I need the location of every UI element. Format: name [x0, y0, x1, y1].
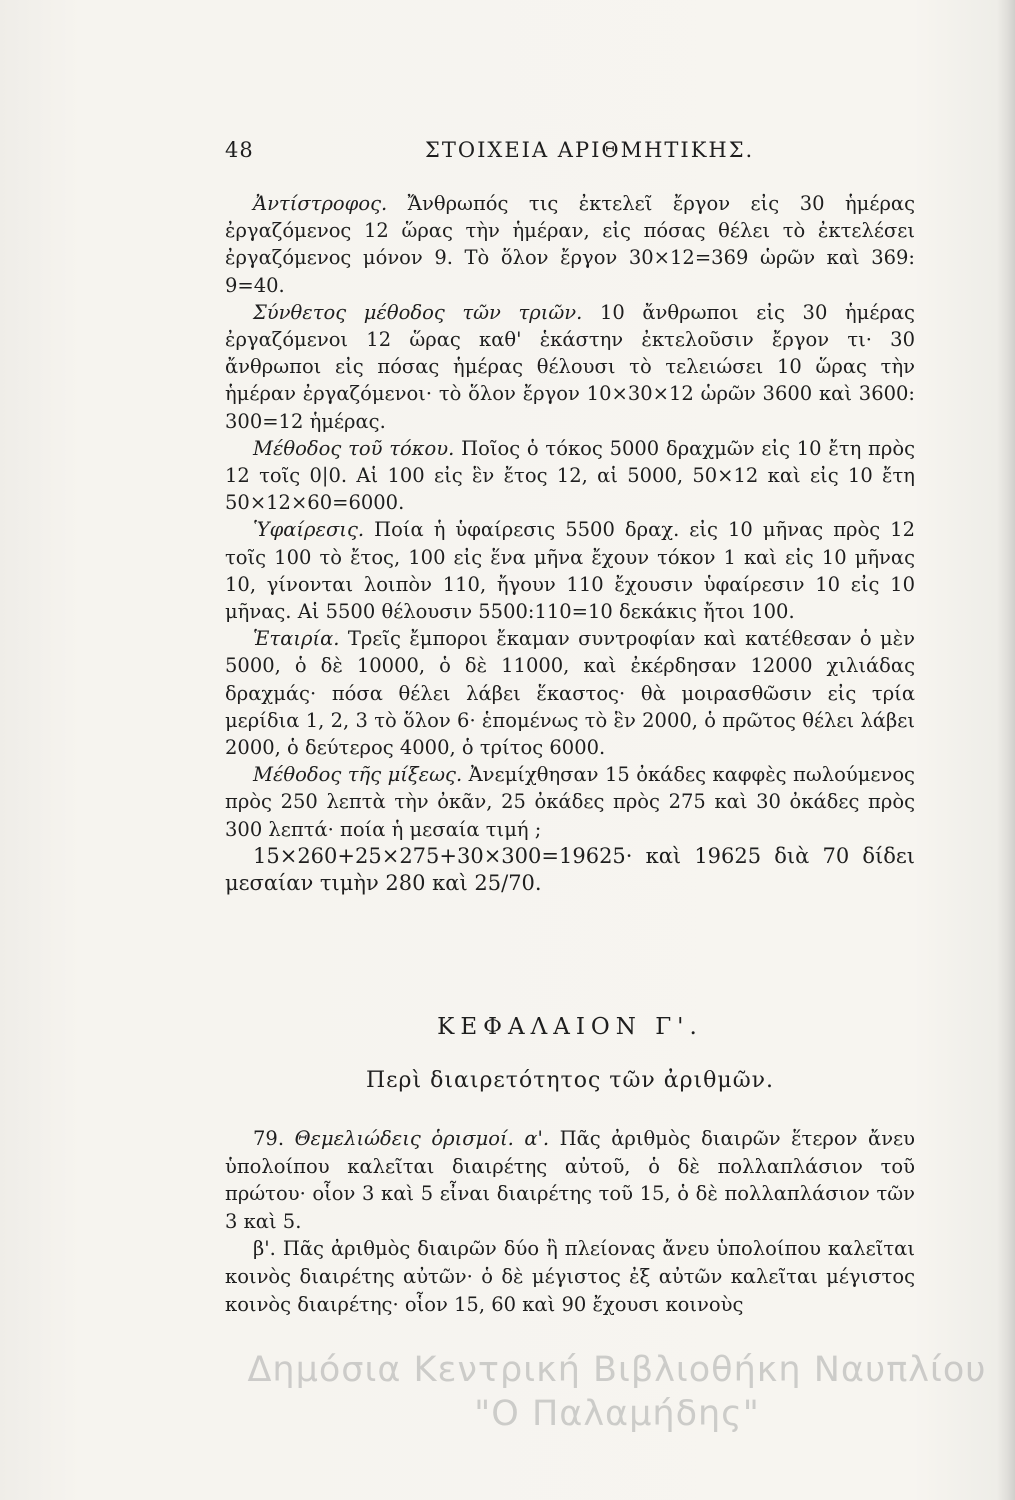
paragraph-label: Μέθοδος τῆς μίξεως.: [253, 763, 463, 787]
watermark-line-1: Δημόσια Κεντρική Βιβλιοθήκη Ναυπλίου: [247, 1350, 987, 1390]
paragraph-text: Τρεῖς ἔμποροι ἔκαμαν συντροφίαν καὶ κατέθεσαν ὁ μὲν 5000, ὁ δὲ 10000, ὁ δὲ 11000, καὶ ἐκέρδησαν 12000 χιλιάδας δραχμάς· πόσα θέλει λάβει ἕκαστος· θὰ μοιρασθῶσιν εἰς τρία μερίδια 1, 2, 3 τὸ ὅλον 6· ἑπομένως τὸ ἓν 2000, ὁ πρῶτος θέλει λάβει 2000, ὁ δεύτερος 4000, ὁ τρίτος 6000.: [225, 627, 915, 760]
paragraph-text: Ποία ἡ ὑφαίρεσις 5500 δραχ. εἰς 10 μῆνας πρὸς 12 τοῖς 100 τὸ ἔτος, 100 εἰς ἕνα μῆνα ἔχουν τόκον 1 καὶ εἰς 10 μῆνας 10, γίνονται λοιπὸν 110, ἤγουν 110 ἔχουσιν ὑφαίρεσιν 10 εἰς 10 μῆνας. Αἱ 5500 θέλουσιν 5500:110=10 δεκάκις ἤτοι 100.: [225, 518, 915, 624]
paragraph-text: Πᾶς ἀριθμὸς διαιρῶν δύο ἢ πλείονας ἄνευ ὑπολοίπου καλεῖται κοινὸς διαιρέτης αὐτῶν· ὁ δὲ μέγιστος ἐξ αὐτῶν καλεῖται μέγιστος κοινὸς διαιρέτης· οἷον 15, 60 καὶ 90 ἔχουσι κοινοὺς: [225, 1237, 915, 1316]
paragraph-label: β'.: [253, 1237, 276, 1261]
section-divisibility: [225, 1125, 915, 1318]
paragraph-label: Θεμελιώδεις ὁρισμοί. α'.: [294, 1127, 550, 1150]
paragraph-common-divisor: [225, 1235, 915, 1318]
page-edge-shadow: [997, 0, 1015, 1500]
paragraph-compound-rule-of-three: [225, 299, 915, 435]
paragraph-label: Σύνθετος μέθοδος τῶν τριῶν.: [253, 300, 583, 324]
paragraph-interest-method: [225, 435, 915, 517]
paragraph-inverse-method: [225, 190, 915, 299]
section-methods: [225, 190, 915, 897]
paragraph-discount: [225, 516, 915, 625]
chapter-subtitle: Περὶ διαιρετότητος τῶν ἀριθμῶν.: [365, 1068, 775, 1093]
paragraph-definitions: [225, 1125, 915, 1235]
paragraph-number: 79.: [253, 1127, 285, 1150]
paragraph-label: Ὑφαίρεσις.: [253, 518, 365, 542]
watermark-line-2: "Ο Παλαμήδης": [474, 1394, 760, 1434]
paragraph-text: 10 ἄνθρωποι εἰς 30 ἡμέρας ἐργαζόμενοι 12 ὥρας καθ' ἑκάστην ἐκτελοῦσιν ἔργον τι· 30 ἄνθρωποι εἰς πόσας ἡμέρας θέλουσι τὸ τελειώσει 10 ὥρας τὴν ἡμέραν ἐργαζόμενοι· τὸ ὅλον ἔργον 10×30×12 ὡρῶν 3600 καὶ 3600: 300=12 ἡμέρας.: [225, 300, 915, 433]
paragraph-text: Ἀνεμίχθησαν 15 ὀκάδες καφφὲς πωλούμενος πρὸς 250 λεπτὰ τὴν ὀκᾶν, 25 ὀκάδες πρὸς 275 καὶ 30 ὀκάδες πρὸς 300 λεπτά· ποία ἡ μεσαία τιμή ;: [225, 763, 915, 841]
chapter-heading: ΚΕΦΑΛΑΙΟΝ Γ'.: [437, 1014, 703, 1040]
paragraph-partnership: [225, 625, 915, 761]
paragraph-text: Πᾶς ἀριθμὸς διαιρῶν ἕτερον ἄνευ ὑπολοίπου καλεῖται διαιρέτης αὐτοῦ, ὁ δὲ πολλαπλάσιον τοῦ πρώτου· οἷον 3 καὶ 5 εἶναι διαιρέτης τοῦ 15, ὁ δὲ πολλαπλάσιον τῶν 3 καὶ 5.: [225, 1127, 916, 1233]
library-watermark: [232, 1348, 1002, 1436]
paragraph-mixture-method: [225, 761, 915, 843]
page-header: [225, 138, 905, 178]
paragraph-label: Μέθοδος τοῦ τόκου.: [253, 436, 455, 460]
paragraph-text: Ποῖος ὁ τόκος 5000 δραχμῶν εἰς 10 ἔτη πρὸς 12 τοῖς 0|0. Αἱ 100 εἰς ἓν ἔτος 12, αἱ 5000, 50×12 καὶ εἰς 10 ἔτη 50×12×60=6000.: [225, 436, 916, 515]
paragraph-text: Ἄνθρωπός τις ἐκτελεῖ ἔργον εἰς 30 ἡμέρας ἐργαζόμενος 12 ὥρας τὴν ἡμέραν, εἰς πόσας θέλει τὸ ἐκτελέσει ἐργαζόμενος μόνον 9. Τὸ ὅλον ἔργον 30×12=369 ὡρῶν καὶ 369: 9=40.: [225, 192, 915, 297]
page-number: 48: [225, 138, 254, 162]
formula-line: 15×260+25×275+30×300=19625· καὶ 19625 διὰ 70 δίδει μεσαίαν τιμὴν 280 καὶ 25/70.: [225, 843, 915, 896]
running-title: ΣΤΟΙΧΕΙΑ ΑΡΙΘΜΗΤΙΚΗΣ.: [425, 138, 755, 162]
paragraph-label: Ἀντίστροφος.: [253, 192, 388, 215]
paragraph-label: Ἑταιρία.: [253, 627, 340, 651]
